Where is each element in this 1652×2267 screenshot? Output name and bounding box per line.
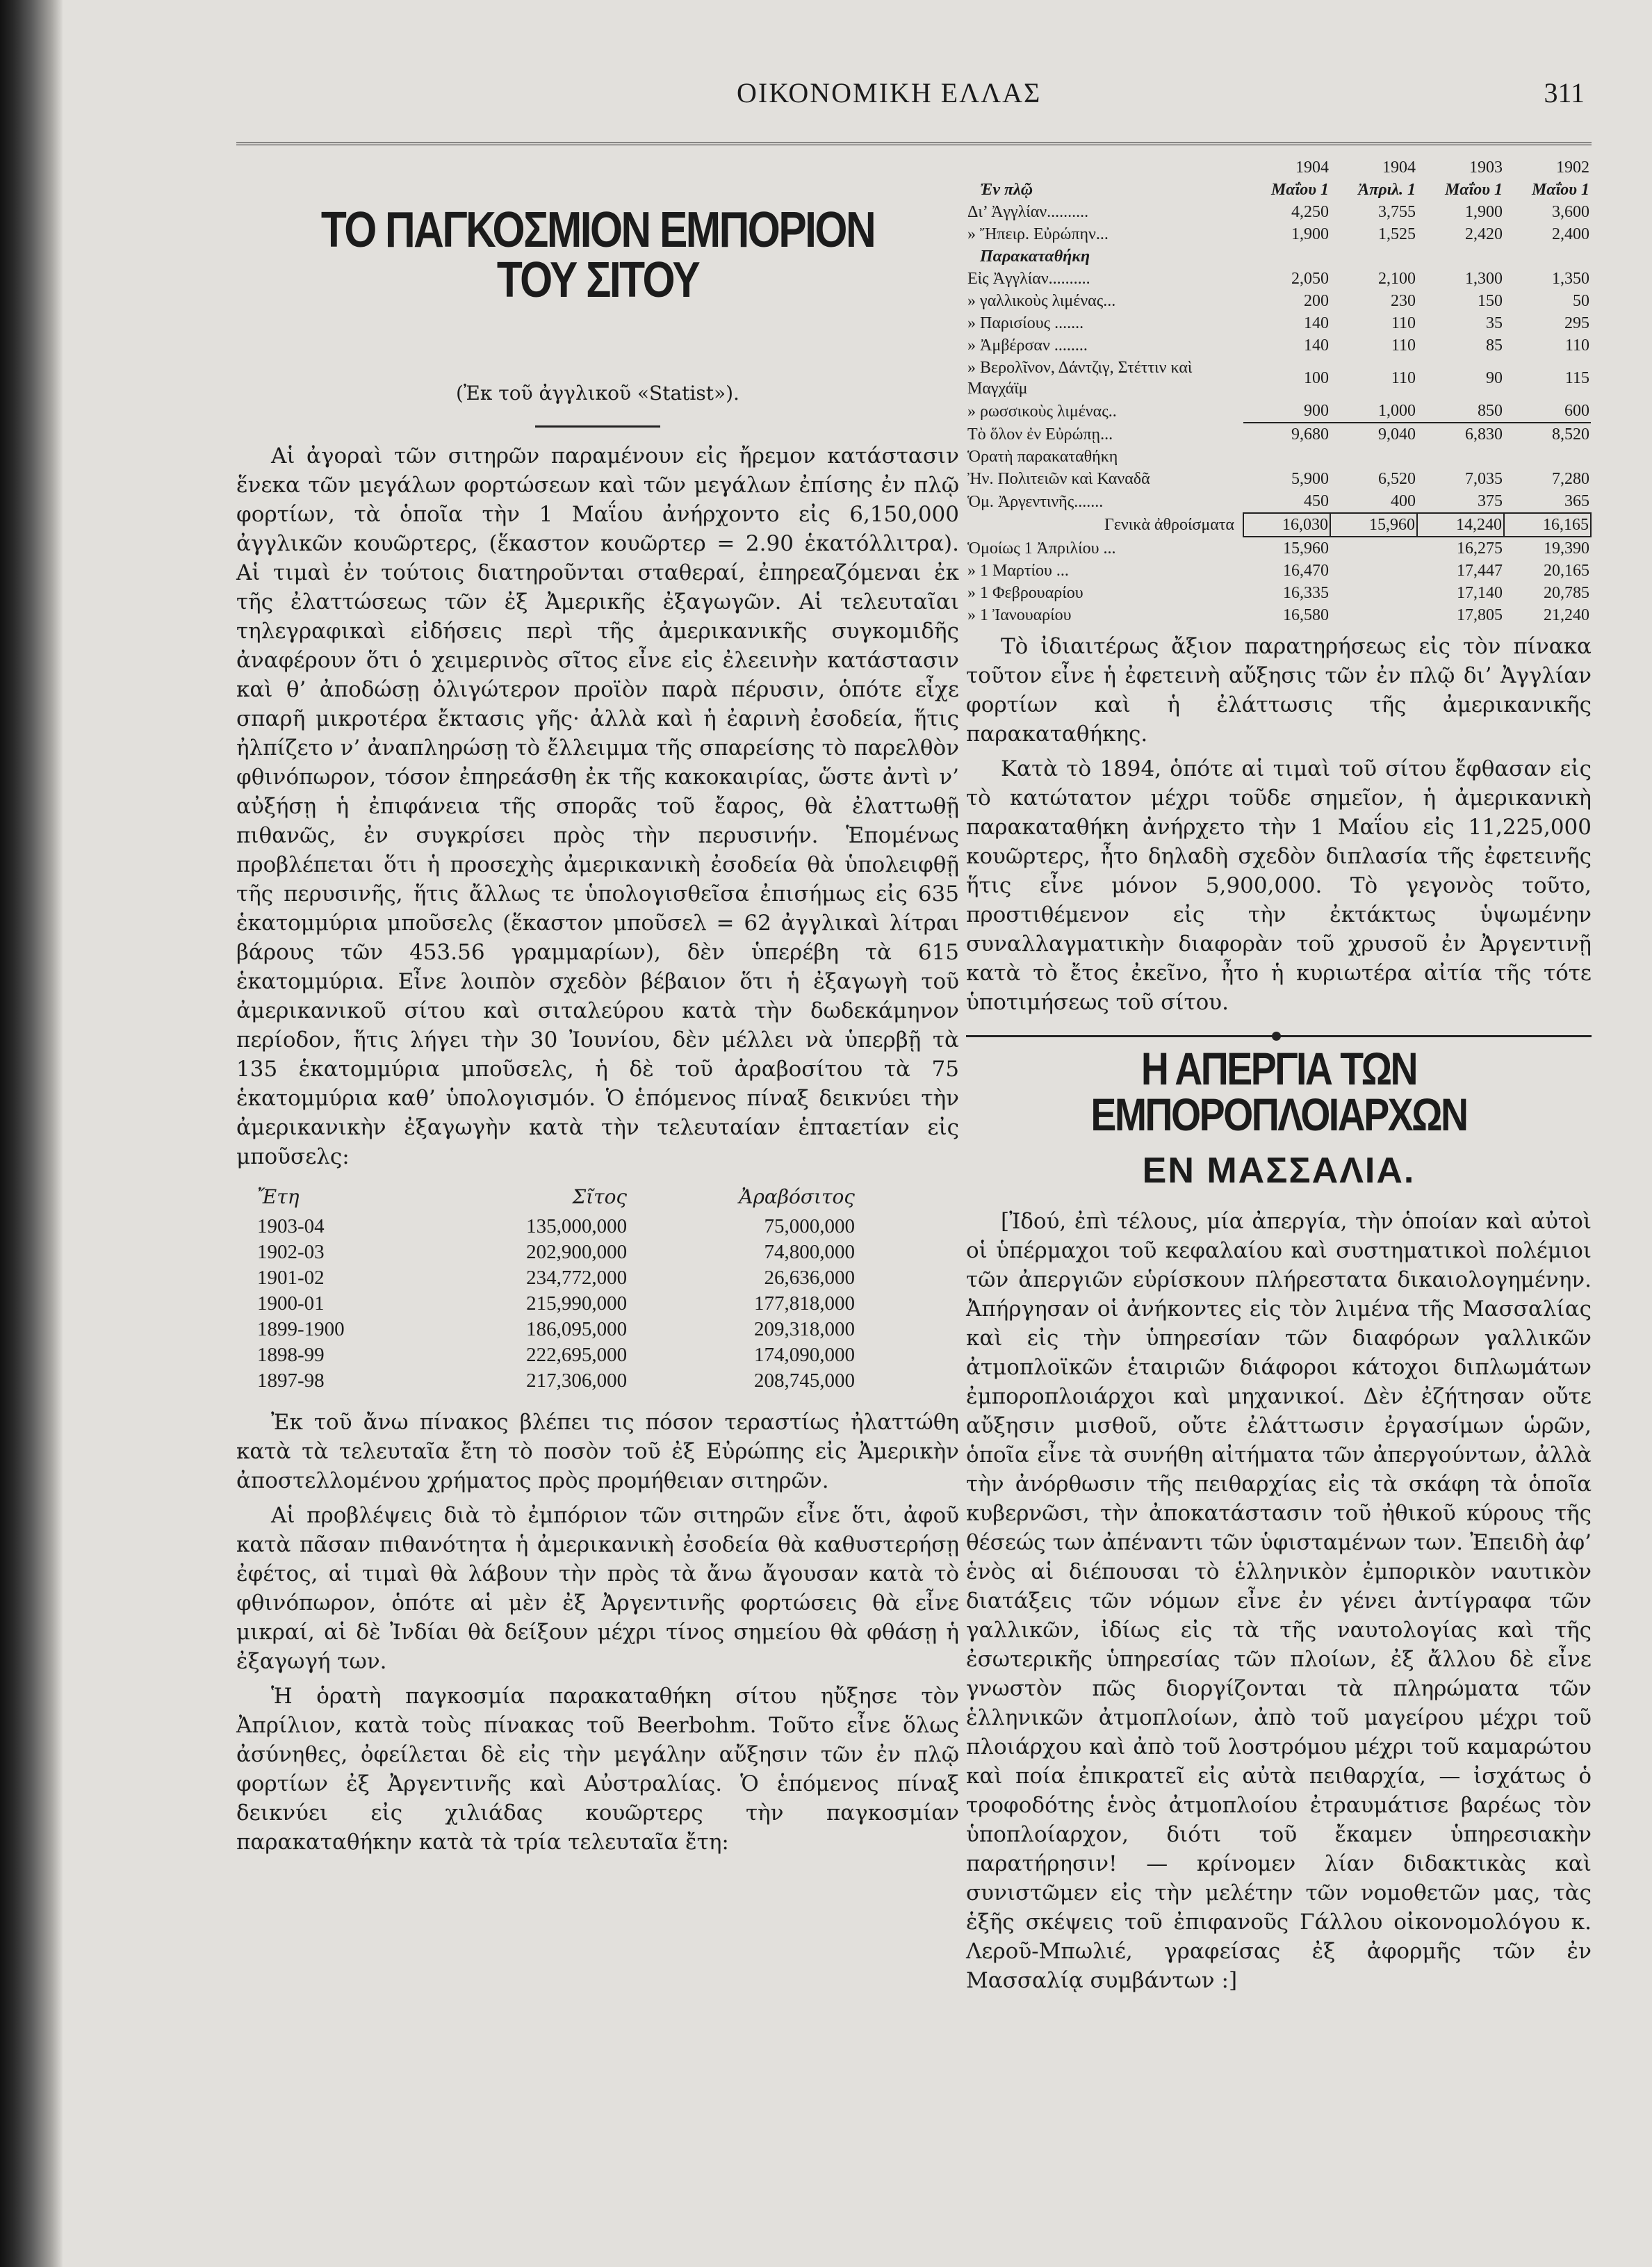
- column-header-corn: Ἀραβόσιτος: [739, 1185, 855, 1208]
- journal-page: [208, 56, 1592, 2225]
- cell-year: 1898-99: [257, 1344, 325, 1366]
- cell-value: 110: [1564, 336, 1589, 355]
- row-label: » γαλλικοὺς λιμένας...: [967, 292, 1116, 310]
- cell-value: 400: [1330, 490, 1417, 513]
- cell-value: 6,520: [1378, 470, 1416, 488]
- year-header: 1902: [1556, 159, 1589, 177]
- cell-value: 85: [1486, 336, 1503, 355]
- cell-year: 1903-04: [257, 1215, 325, 1237]
- article-source: (Ἐκ τοῦ ἀγγλικοῦ «Statist»).: [456, 382, 739, 405]
- cell-value: 850: [1417, 400, 1504, 423]
- book-spine-shadow: [0, 0, 63, 2267]
- section-stock: Παρακαταθήκη: [980, 247, 1090, 266]
- table-row: [966, 400, 1591, 423]
- row-label: Δι’ Ἀγγλίαν..........: [967, 203, 1089, 221]
- cell-year: 1899-1900: [257, 1318, 345, 1340]
- table-section-row: [966, 446, 1591, 468]
- cell-value: 17,140: [1457, 584, 1503, 602]
- cell-value: 110: [1391, 314, 1416, 332]
- year-header: 1904: [1382, 159, 1416, 177]
- cell-value: 1,000: [1330, 400, 1417, 423]
- cell-value: 295: [1564, 314, 1589, 332]
- table-row: [257, 1317, 855, 1342]
- row-label: Ὁμ. Ἀργεντινῆς.......: [967, 492, 1104, 511]
- cell-wheat: 234,772,000: [526, 1267, 628, 1289]
- cell-value: 17,447: [1457, 562, 1503, 580]
- cell-value: 7,035: [1465, 470, 1503, 488]
- article-title: Η ΑΠΕΡΓΙΑ ΤΩΝ ΕΜΠΟΡΟΠΛΟΙΑΡΧΩΝ: [1090, 1043, 1467, 1140]
- cell-wheat: 222,695,000: [526, 1344, 628, 1366]
- table-total-row: [966, 423, 1591, 446]
- cell-value: 2,100: [1378, 270, 1416, 288]
- cell-value: 1,350: [1552, 270, 1589, 288]
- table-header-row: [257, 1185, 855, 1214]
- row-label: » Βερολῖνον, Δάντζιγ, Στέττιν καὶ Μαγχάϊμ: [967, 359, 1193, 398]
- cell-value: 8,520: [1552, 425, 1589, 444]
- cell-wheat: 215,990,000: [526, 1292, 628, 1315]
- year-header: 1904: [1295, 159, 1329, 177]
- cell-wheat: 217,306,000: [526, 1370, 628, 1392]
- header-double-rule: [236, 143, 1592, 145]
- row-label: » 1 Μαρτίου ...: [967, 562, 1069, 580]
- table-row: [966, 560, 1591, 582]
- row-label: » 1 Φεβρουαρίου: [967, 584, 1083, 602]
- cell-value: 200: [1304, 292, 1329, 310]
- cell-corn: 74,800,000: [764, 1241, 855, 1263]
- cell-value: 7,280: [1552, 470, 1589, 488]
- table-row: [966, 468, 1591, 490]
- article-paragraph: Ἐκ τοῦ ἄνω πίνακος βλέπει τις πόσον τεραστίως ἠλαττώθη κατὰ τὰ τελευταῖα ἔτη τὸ ποσὸν τοῦ ἐξ Εὐρώπης εἰς Ἀμερικὴν ἀποστελλομένου χρήματος πρὸς προμήθειαν σιτηρῶν.: [236, 1410, 959, 1493]
- row-label: Εἰς Ἀγγλίαν..........: [967, 270, 1090, 288]
- table-header-row: [966, 179, 1591, 201]
- cell-value: 15,960: [1330, 513, 1417, 537]
- journal-title: ΟΙΚΟΝΟΜΙΚΗ ΕΛΛΑΣ: [737, 77, 1042, 108]
- table-row: [966, 334, 1591, 357]
- table-row: [966, 537, 1591, 560]
- column-header-years: Ἔτη: [257, 1185, 300, 1208]
- cell-value: 110: [1391, 369, 1416, 387]
- cell-value: 3,755: [1378, 203, 1416, 221]
- table-row: [966, 223, 1591, 245]
- article-paragraph: Κατὰ τὸ 1894, ὁπότε αἱ τιμαὶ τοῦ σίτου ἔφθασαν εἰς τὸ κατώτατον μέχρι τοῦδε σημεῖον, ἡ ἀμερικανικὴ παρακαταθήκη ἀνήρχετο τὴν 1 Μαΐου εἰς 11,225,000 κουῶρτερς, ἦτο δηλαδὴ σχεδὸν διπλασία τῆς ἐφετεινῆς ἥτις εἶνε μόνον 5,900,000. Τὸ γεγονὸς τοῦτο, προστιθέμενον εἰς τὴν ἐκτάκτως ὑψωμένην συναλλαγματικὴν διαφορὰν τοῦ χρυσοῦ ἐν Ἀργεντινῇ κατὰ τὸ ἔτος ἐκεῖνο, ἦτο ἡ κυριωτέρα αἰτία τῆς τότε ὑποτιμήσεως τοῦ σίτου.: [966, 756, 1592, 1015]
- article-paragraph: Αἱ ἀγοραὶ τῶν σιτηρῶν παραμένουν εἰς ἤρεμον κατάστασιν ἕνεκα τῶν μεγάλων φορτώσεων καὶ τῶν μεγάλων ἐπίσης ἐν πλῷ φορτίων, τὰ ὁποῖα τὴν 1 Μαΐου ἀνήρχοντο εἰς 6,150,000 ἀγγλικῶν κουῶρτερς, (ἕκαστον κουῶρτερ = 2.90 ἑκατόλλιτρα). Αἱ τιμαὶ ἐν τούτοις διατηροῦνται σταθεραί, ἐπηρεαζόμεναι ἐκ τῆς ἐλαττώσεως τῶν ἐξ Ἀμερικῆς ἐξαγωγῶν. Αἱ τελευταῖαι τηλεγραφικαὶ εἰδήσεις περὶ τῆς ἀμερικανικῆς συγκομιδῆς ἀναφέρουν ὅτι ὁ χειμερινὸς σῖτος εἶνε εἰς ἐλεεινὴν κατάστασιν καὶ θ’ ἀποδώσῃ ὀλιγώτερον προϊὸν παρὰ πέρυσιν, ὁπότε εἶχε σπαρῆ μικροτέρα ἔκτασις γῆς· ἀλλὰ καὶ ἡ ἐαρινὴ ἐσοδεία, ἥτις ἠλπίζετο ν’ ἀναπληρώσῃ τὸ ἔλλειμμα τῆς σπαρείσης τὸ παρελθὸν φθινόπωρον, τόσον ἐπηρεάσθη ἐκ τῆς κακοκαιρίας, ὥστε ἀντὶ ν’ αὐξήσῃ ἡ ἐπιφάνεια τῆς σπορᾶς τοῦ ἔαρος, θὰ ἐλαττωθῇ πιθανῶς, ἐν συγκρίσει πρὸς τὴν περυσινήν. Ἑπομένως προβλέπεται ὅτι ἡ προσεχὴς ἀμερικανικὴ ἐσοδεία θὰ ὑπολειφθῇ τῆς περυσινῆς, ἥτις ἄλλως τε ὑπολογισθεῖσα ἐπισήμως εἰς 635 ἑκατομμύρια μποῦσελς (ἕκαστον μποῦσελ = 62 ἀγγλικαὶ λίτραι βάρους τῶν 453.56 γραμμαρίων), δὲν ὑπερέβη τὰ 615 ἑκατομμύρια. Εἶνε λοιπὸν σχεδὸν βέβαιον ὅτι ἡ ἐξαγωγὴ τοῦ ἀμερικανικοῦ σίτου καὶ σιταλεύρου κατὰ τὴν δωδεκάμηνον περίοδον, ἥτις λήγει τὴν 30 Ἰουνίου, δὲν μέλλει νὰ ὑπερβῇ τὰ 135 ἑκατομμύρια μποῦσελς, ἡ δὲ τοῦ ἀραβοσίτου τὰ 75 ἑκατομμύρια καθ’ ὑπολογισμόν. Ὁ ἑπόμενος πίναξ δεικνύει τὴν ἀμερικανικὴν ἐξαγωγὴν κατὰ τὴν τελευταίαν ἑπταετίαν εἰς μποῦσελς:: [236, 444, 959, 1169]
- date-header: Μαΐου 1: [1444, 181, 1503, 199]
- exports-table: [257, 1185, 855, 1394]
- row-label: Γενικὰ ἀθροίσματα: [1104, 516, 1234, 534]
- cell-year: 1897-98: [257, 1370, 325, 1392]
- table-row: [257, 1240, 855, 1265]
- cell-value: 16,030: [1243, 513, 1330, 537]
- cell-corn: 75,000,000: [764, 1215, 855, 1237]
- row-label: Ἠν. Πολιτειῶν καὶ Καναδᾶ: [967, 470, 1150, 488]
- cell-value: 2,400: [1552, 225, 1589, 243]
- row-label: » 1 Ἰανουαρίου: [967, 606, 1072, 624]
- cell-value: 150: [1478, 292, 1503, 310]
- cell-corn: 174,090,000: [754, 1344, 855, 1366]
- cell-value: 115: [1564, 369, 1589, 387]
- separator-dot: [1272, 1032, 1281, 1041]
- table-row: [966, 604, 1591, 626]
- table-row: [966, 357, 1591, 400]
- table-row: [966, 201, 1591, 223]
- article-paragraph: Τὸ ἰδιαιτέρως ἄξιον παρατηρήσεως εἰς τὸν πίνακα τοῦτον εἶνε ἡ ἐφετεινὴ αὔξησις τῶν ἐν πλῷ δι’ Ἀγγλίαν φορτίων καὶ ἡ ἐλάττωσις τῆς ἀμερικανικῆς παρακαταθήκης.: [966, 634, 1592, 747]
- cell-value: 50: [1573, 292, 1589, 310]
- table-section-row: [966, 245, 1591, 268]
- cell-year: 1901-02: [257, 1267, 325, 1289]
- row-label: » Ἤπειρ. Εὐρώπην...: [967, 225, 1109, 243]
- cell-value: 900: [1243, 400, 1330, 423]
- cell-value: 1,525: [1378, 225, 1416, 243]
- cell-value: 16,165: [1504, 513, 1591, 537]
- date-header: Ἀπριλ. 1: [1358, 181, 1416, 199]
- article-paragraph: [Ἰδού, ἐπὶ τέλους, μία ἀπεργία, τὴν ὁποίαν καὶ αὐτοὶ οἱ ὑπέρμαχοι τοῦ κεφαλαίου καὶ συστηματικοὶ πολέμιοι τῶν ἀπεργιῶν εὑρίσκουν πλήρεστατα δικαιολογημένην. Ἀπήργησαν οἱ ἀνήκοντες εἰς τὸν λιμένα τῆς Μασσαλίας καὶ εἰς τὴν ὑπηρεσίαν τῶν διαφόρων γαλλικῶν ἀτμοπλοϊκῶν ἑταιριῶν διάφοροι κάτοχοι διπλωμάτων ἐμποροπλοιάρχοι καὶ μηχανικοί. Δὲν ἐζήτησαν οὔτε αὔξησιν μισθοῦ, οὔτε ἐλάττωσιν ἐργασίμων ὡρῶν, ὁποῖα εἶνε τὰ συνήθη αἰτήματα τῶν ἀπεργούντων, ἀλλὰ τὴν ἀνόρθωσιν τῆς πειθαρχίας εἰς τὰ σκάφη τὰ ὁποῖα κυβερνῶσι, τὴν ἀποκατάστασιν τοῦ ἠθικοῦ κύρους τῆς θέσεώς των ἀπέναντι τῶν ὑφισταμένων των. Ἐπειδὴ ἀφ’ ἑνὸς αἱ διέπουσαι τὸ ἑλληνικὸν ἐμπορικὸν ναυτικὸν διατάξεις τῶν νόμων εἶνε ἐν γένει ἀντίγραφα τῶν γαλλικῶν, ἰδίως εἰς τὰ τῆς ναυτολογίας καὶ τῆς ἐσωτερικῆς ὑπηρεσίας τῶν πλοίων, ἐξ ἄλλου δὲ εἶνε γνωστὸν πῶς διοργίζονται τὰ πληρώματα τῶν ἑλληνικῶν ἀτμοπλοίων, ἀπὸ τοῦ μαγείρου μέχρι τοῦ πλοιάρχου καὶ ἀπὸ τοῦ λοστρόμου μέχρι τοῦ καμαρώτου καὶ ποία ἐπικρατεῖ εἰς αὐτὰ πειθαρχία, — ἰσχάτως ὁ τροφοδότης ἑνὸς ἀτμοπλοίου ἐτραυμάτισε βαρέως τὸν ὑποπλοίαρχον, διότι τοῦ ἔκαμεν ὑπηρεσιακὴν παρατήρησιν! — κρίνομεν λίαν διδακτικὰς καὶ συνιστῶμεν εἰς τὴν μελέτην τῶν νομοθετῶν μας, τὰς ἑξῆς σκέψεις τοῦ ἐπιφανοῦς Γάλλου οἰκονομολόγου κ. Λεροῦ-Μπωλιέ, γραφείσας ἐξ ἀφορμῆς τῶν ἐν Μασσαλίᾳ συμβάντων :]: [966, 1209, 1592, 1993]
- cell-value: 15,960: [1283, 539, 1329, 558]
- cell-value: 2,050: [1291, 270, 1329, 288]
- table-row: [966, 268, 1591, 290]
- cell-value: 600: [1504, 400, 1591, 423]
- cell-value: 5,900: [1291, 470, 1329, 488]
- wheat-stocks-table: [966, 156, 1592, 626]
- section-visible: Ὁρατὴ παρακαταθήκη: [967, 448, 1118, 466]
- cell-value: 375: [1417, 490, 1504, 513]
- cell-value: 20,785: [1544, 584, 1589, 602]
- cell-value: 140: [1304, 336, 1329, 355]
- date-header: Μαΐου 1: [1531, 181, 1589, 199]
- cell-value: 100: [1304, 369, 1329, 387]
- cell-value: 110: [1391, 336, 1416, 355]
- page-number: 311: [1544, 77, 1585, 108]
- table-grand-total-row: [966, 513, 1591, 537]
- cell-value: 14,240: [1417, 513, 1504, 537]
- row-label: Τὸ ὅλον ἐν Εὐρώπῃ...: [967, 425, 1113, 444]
- cell-value: 1,900: [1291, 225, 1329, 243]
- table-row: [257, 1265, 855, 1291]
- cell-value: 9,680: [1291, 425, 1329, 444]
- row-label: Ὁμοίως 1 Ἀπριλίου ...: [967, 539, 1116, 558]
- article-separator: [966, 1035, 1592, 1037]
- table-header-row: [966, 156, 1591, 179]
- row-label: » Παρισίους .......: [967, 314, 1084, 332]
- table-row: [966, 490, 1591, 513]
- cell-value: 19,390: [1544, 539, 1589, 558]
- table-row: [966, 582, 1591, 604]
- article-paragraph: Ἡ ὁρατὴ παγκοσμία παρακαταθήκη σίτου ηὔξησε τὸν Ἀπρίλιον, κατὰ τοὺς πίνακας τοῦ Beerbohm. Τοῦτο εἶνε ὅλως ἀσύνηθες, ὀφείλεται δὲ εἰς τὴν μεγάλην αὔξησιν τῶν ἐν πλῷ φορτίων ἐξ Ἀργεντινῆς καὶ Αὐστραλίας. Ὁ ἑπόμενος πίναξ δεικνύει εἰς χιλιάδας κουῶρτερς τὴν παγκοσμίαν παρακαταθήκην κατὰ τὰ τρία τελευταῖα ἔτη:: [236, 1684, 959, 1855]
- cell-value: 17,805: [1457, 606, 1503, 624]
- table-row: [257, 1214, 855, 1240]
- cell-value: 1,900: [1465, 203, 1503, 221]
- table-row: [966, 312, 1591, 334]
- running-header: [208, 76, 1592, 118]
- row-label: » Ἀμβέρσαν ........: [967, 336, 1088, 355]
- cell-value: 450: [1243, 490, 1330, 513]
- cell-value: 6,830: [1465, 425, 1503, 444]
- section-afloat: Ἐν πλῷ: [980, 181, 1033, 199]
- table-row: [257, 1291, 855, 1317]
- cell-value: 4,250: [1291, 203, 1329, 221]
- cell-value: 2,420: [1465, 225, 1503, 243]
- cell-value: 20,165: [1544, 562, 1589, 580]
- date-header: Μαΐου 1: [1270, 181, 1329, 199]
- cell-corn: 177,818,000: [754, 1292, 855, 1315]
- cell-corn: 26,636,000: [764, 1267, 855, 1289]
- title-rule: [535, 425, 660, 428]
- row-label: » ρωσσικοὺς λιμένας..: [967, 402, 1117, 421]
- cell-value: 9,040: [1378, 425, 1416, 444]
- cell-value: 16,470: [1283, 562, 1329, 580]
- cell-value: 140: [1304, 314, 1329, 332]
- right-column: [966, 156, 1592, 1995]
- cell-wheat: 186,095,000: [526, 1318, 628, 1340]
- cell-value: 230: [1391, 292, 1416, 310]
- cell-wheat: 135,000,000: [526, 1215, 628, 1237]
- article-subtitle: ΕΝ ΜΑΣΣΑΛΙΑ.: [1142, 1151, 1416, 1191]
- cell-value: 16,275: [1457, 539, 1503, 558]
- article-title: ΤΟ ΠΑΓΚΟΣΜΙΟΝ ΕΜΠΟΡΙΟΝ ΤΟΥ ΣΙΤΟΥ: [320, 202, 875, 308]
- cell-value: 35: [1486, 314, 1503, 332]
- year-header: 1903: [1469, 159, 1503, 177]
- cell-value: 1,300: [1465, 270, 1503, 288]
- cell-value: 90: [1486, 369, 1503, 387]
- table-row: [257, 1342, 855, 1368]
- cell-value: 3,600: [1552, 203, 1589, 221]
- cell-year: 1902-03: [257, 1241, 325, 1263]
- cell-value: 21,240: [1544, 606, 1589, 624]
- left-column: [236, 156, 959, 1857]
- cell-year: 1900-01: [257, 1292, 325, 1315]
- article-paragraph: Αἱ προβλέψεις διὰ τὸ ἐμπόριον τῶν σιτηρῶν εἶνε ὅτι, ἀφοῦ κατὰ πᾶσαν πιθανότητα ἡ ἀμερικανικὴ ἐσοδεία θὰ καθυστερήσῃ ἐφέτος, αἱ τιμαὶ θὰ λάβουν τὴν πρὸς τὰ ἄνω ἄγουσαν κατὰ τὸ φθινόπωρον, ὁπότε αἱ μὲν ἐξ Ἀργεντινῆς φορτώσεις θὰ εἶνε μικραί, αἱ δὲ Ἰνδίαι θὰ δείξουν μέχρι τίνος σημείου θὰ φθάσῃ ἡ ἐξαγωγή των.: [236, 1503, 959, 1674]
- cell-value: 16,335: [1283, 584, 1329, 602]
- table-row: [966, 290, 1591, 312]
- cell-wheat: 202,900,000: [526, 1241, 628, 1263]
- table-row: [257, 1368, 855, 1394]
- cell-corn: 209,318,000: [754, 1318, 855, 1340]
- cell-value: 16,580: [1283, 606, 1329, 624]
- column-header-wheat: Σῖτος: [572, 1185, 628, 1208]
- cell-value: 365: [1504, 490, 1591, 513]
- cell-corn: 208,745,000: [754, 1370, 855, 1392]
